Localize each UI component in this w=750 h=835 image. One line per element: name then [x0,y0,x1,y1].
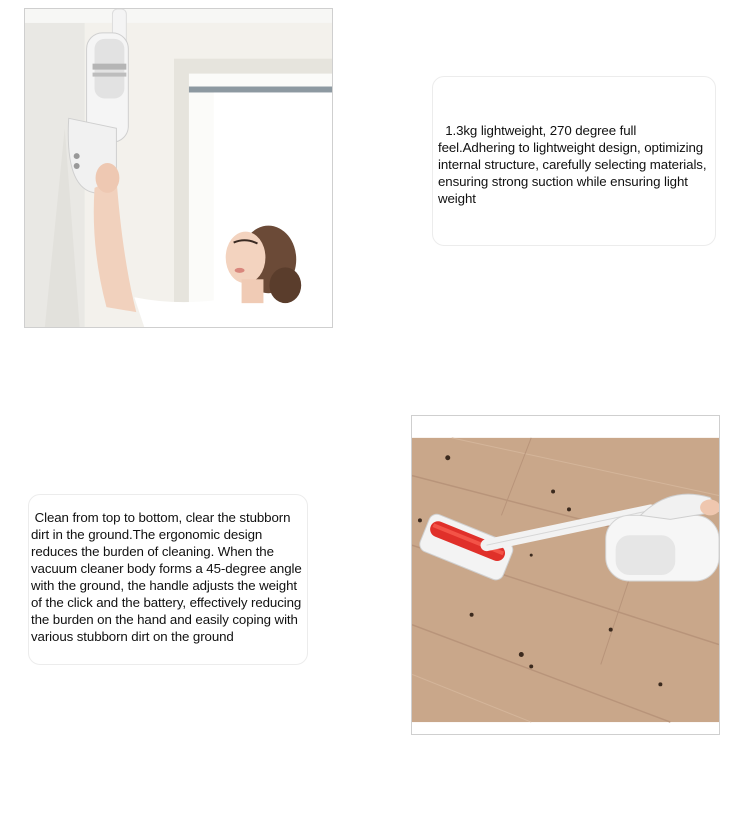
lightweight-feature-text: 1.3kg lightweight, 270 degree full feel.Adhering to lightweight design, optimizing internal structure, carefully selecting materials, ensuring strong suction while ensuring light weight [438,123,711,206]
ergonomic-feature-card [28,494,308,665]
lightweight-feature-card [432,76,716,246]
ceiling-cleaning-illustration [25,9,332,327]
woman-vacuuming-ceiling-photo [24,8,333,328]
ergonomic-feature-text: Clean from top to bottom, clear the stubborn dirt in the ground.The ergonomic design reduces the burden of cleaning. When the vacuum cleaner body forms a 45-degree angle with the ground, the handle adjusts the weight of the click and the battery, effectively reducing the burden on the hand and easily coping with various stubborn dirt on the ground [31,510,306,644]
vacuum-cleaning-floor-photo [411,415,720,735]
floor-cleaning-illustration [412,416,719,734]
